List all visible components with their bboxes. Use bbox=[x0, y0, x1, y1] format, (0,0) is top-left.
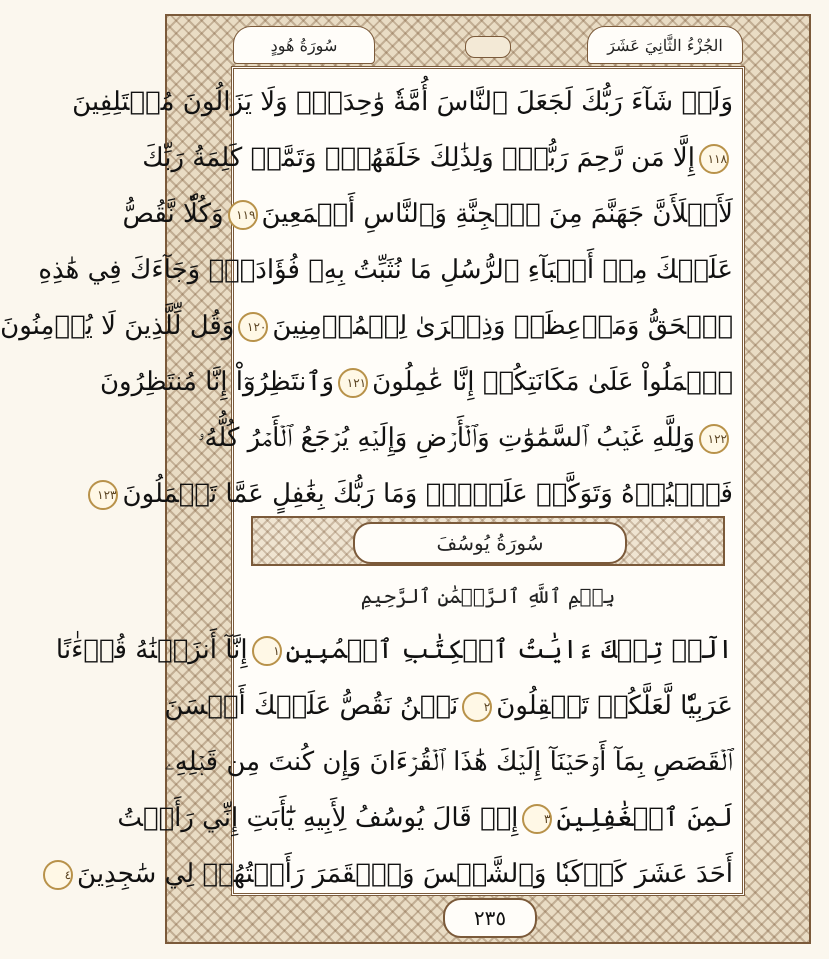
page-number: ٢٣٥ bbox=[443, 898, 537, 938]
ayah-marker: ١١٩ bbox=[228, 200, 258, 230]
verse-line-5: ٱلۡحَقُّ وَمَوۡعِظَةٞ وَذِكۡرَىٰ لِلۡمُؤۡمِنِينَ١٢٠وَقُل لِّلَّذِينَ لَا يُؤۡمِنُونَ bbox=[0, 311, 733, 341]
verse-line-10: عَرَبِيّٗا لَّعَلَّكُمۡ تَعۡقِلُونَ٢نَحۡنُ نَقُصُّ عَلَيۡكَ أَحۡسَنَ bbox=[164, 691, 733, 721]
verse-line-2: ١١٨إِلَّا مَن رَّحِمَ رَبُّكَۚ وَلِذَٰلِكَ خَلَقَهُمۡۗ وَتَمَّتۡ كَلِمَةُ رَبِّكَ bbox=[142, 143, 727, 173]
ayah-marker: ١٢١ bbox=[338, 368, 368, 398]
verses-block-yusuf bbox=[55, 622, 733, 902]
ayah-marker: ١٢٣ bbox=[88, 480, 118, 510]
ayah-marker: ٤ bbox=[43, 860, 73, 890]
verse-line-12: لَمِنَ ٱلۡغَٰفِلِينَ٣إِذۡ قَالَ يُوسُفُ لِأَبِيهِ يَٰٓأَبَتِ إِنِّي رَأَيۡتُ bbox=[117, 803, 733, 833]
verse-line-8: فَٱعۡبُدۡهُ وَتَوَكَّلۡ عَلَيۡهِۚ وَمَا رَبُّكَ بِغَٰفِلٍ عَمَّا تَعۡمَلُونَ١٢٣ bbox=[243, 466, 733, 522]
verse-line-3: لَأَمۡلَأَنَّ جَهَنَّمَ مِنَ ٱلۡجِنَّةِ وَٱلنَّاسِ أَجۡمَعِينَ١١٩وَكُلّٗا نَّقُصُّ bbox=[122, 199, 733, 229]
basmala: بِسۡمِ ٱللَّهِ ٱلرَّحۡمَٰنِ ٱلرَّحِيمِ bbox=[360, 584, 616, 608]
ayah-marker: ٣ bbox=[522, 804, 552, 834]
header-ornament bbox=[465, 36, 511, 58]
ayah-marker: ١٢٢ bbox=[699, 424, 729, 454]
verse-line-13: أَحَدَ عَشَرَ كَوۡكَبٗا وَٱلشَّمۡسَ وَٱلۡقَمَرَ رَأَيۡتُهُمۡ لِي سَٰجِدِينَ٤ bbox=[243, 846, 733, 902]
ayah-marker: ١٢٠ bbox=[238, 312, 268, 342]
verse-line-6: ٱعۡمَلُواْ عَلَىٰ مَكَانَتِكُمۡ إِنَّا عَٰمِلُونَ١٢١وَٱنتَظِرُوٓاْ إِنَّا مُنتَظِرُونَ bbox=[99, 367, 733, 397]
juz-header: الجُزْءُ الثَّانِيَ عَشَرَ bbox=[587, 26, 743, 64]
ayah-marker: ١١٨ bbox=[699, 144, 729, 174]
verse-line-9: الٓرۚ تِلۡكَ ءَايَٰتُ ٱلۡكِتَٰبِ ٱلۡمُبِينِ١إِنَّآ أَنزَلۡنَٰهُ قُرۡءَٰنًا bbox=[55, 635, 733, 665]
verse-line-4: عَلَيۡكَ مِنۡ أَنۢبَآءِ ٱلرُّسُلِ مَا نُثَبِّتُ بِهِۦ فُؤَادَكَۚ وَجَآءَكَ فِي هَٰذِهِ bbox=[38, 255, 733, 285]
verses-block-hud bbox=[0, 74, 733, 522]
surah-header: سُورَةُ هُودٍ bbox=[233, 26, 375, 64]
ayah-marker: ١ bbox=[252, 636, 282, 666]
ayah-marker: ٢ bbox=[462, 692, 492, 722]
verse-line-7: ١٢٢وَلِلَّهِ غَيۡبُ ٱلسَّمَٰوَٰتِ وَٱلۡأَرۡضِ وَإِلَيۡهِ يُرۡجَعُ ٱلۡأَمۡرُ كُلُّهُۥ bbox=[197, 423, 727, 453]
verse-line-11: ٱلۡقَصَصِ بِمَآ أَوۡحَيۡنَآ إِلَيۡكَ هَٰذَا ٱلۡقُرۡءَانَ وَإِن كُنتَ مِن قَبۡلِهِۦ bbox=[164, 747, 733, 777]
surah-title: سُورَةُ يُوسُفَ bbox=[353, 522, 627, 564]
verse-line-1: وَلَوۡ شَآءَ رَبُّكَ لَجَعَلَ ٱلنَّاسَ أُمَّةٗ وَٰحِدَةٗۖ وَلَا يَزَالُونَ مُخۡتَلِفِينَ bbox=[72, 87, 733, 117]
